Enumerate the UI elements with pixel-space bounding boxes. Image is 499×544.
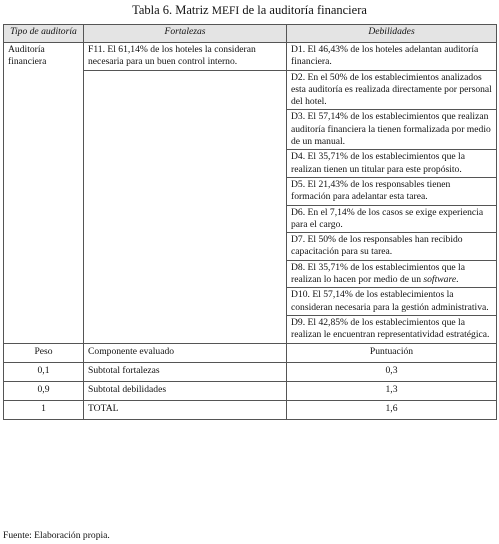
weakness-cell: D3. El 57,14% de los establecimientos que realizan auditoría financiera la tienen formalizada por medio de un manual. bbox=[287, 110, 497, 150]
d8-italic: software bbox=[423, 274, 457, 286]
summary-weight: 0,1 bbox=[4, 362, 84, 381]
weakness-cell: D1. El 46,43% de los hoteles adelantan auditoría financiera. bbox=[287, 43, 497, 71]
weakness-cell: D2. En el 50% de los establecimientos analizados esta auditoría es realizada directamente por personal del hotel. bbox=[287, 70, 497, 110]
summary-weight-header: Peso bbox=[4, 343, 84, 362]
strength-empty-cell bbox=[84, 70, 287, 343]
summary-weight: 1 bbox=[4, 400, 84, 419]
summary-score-header: Puntuación bbox=[287, 343, 497, 362]
summary-score: 0,3 bbox=[287, 362, 497, 381]
table-caption bbox=[0, 3, 499, 18]
d8-end: . bbox=[456, 274, 459, 286]
summary-row bbox=[4, 362, 497, 381]
weakness-cell: D4. El 35,71% de los establecimientos que la realizan tienen un titular para este propósito. bbox=[287, 150, 497, 178]
header-strengths: Fortalezas bbox=[84, 25, 287, 43]
weakness-cell: D7. El 50% de los responsables han recibido capacitación para su tarea. bbox=[287, 233, 497, 261]
summary-component: Subtotal debilidades bbox=[84, 381, 287, 400]
header-audit-type: Tipo de auditoría bbox=[4, 25, 84, 43]
strength-cell: F11. El 61,14% de los hoteles la consideran necesaria para un buen control interno. bbox=[84, 43, 287, 71]
source-note: Fuente: Elaboración propia. bbox=[3, 530, 110, 541]
weakness-cell: D6. En el 7,14% de los casos se exige experiencia para el cargo. bbox=[287, 205, 497, 233]
weakness-cell-d8 bbox=[287, 260, 497, 288]
summary-component: Subtotal fortalezas bbox=[84, 362, 287, 381]
d8-text: D8. El 35,71% de los establecimientos que la realizan lo hacen por medio de un bbox=[291, 261, 465, 286]
summary-header-row bbox=[4, 343, 497, 362]
caption-abbr: MEFI bbox=[211, 5, 240, 17]
summary-row bbox=[4, 381, 497, 400]
header-weaknesses: Debilidades bbox=[287, 25, 497, 43]
header-row bbox=[4, 25, 497, 43]
summary-row bbox=[4, 400, 497, 419]
summary-score: 1,6 bbox=[287, 400, 497, 419]
summary-weight: 0,9 bbox=[4, 381, 84, 400]
summary-score: 1,3 bbox=[287, 381, 497, 400]
caption-prefix: Tabla 6. Matriz bbox=[132, 3, 212, 17]
weakness-cell: D10. El 57,14% de los establecimientos la consideran necesaria para la gestión administrativa. bbox=[287, 288, 497, 316]
summary-component: TOTAL bbox=[84, 400, 287, 419]
caption-suffix: de la auditoría financiera bbox=[239, 3, 367, 17]
summary-component-header: Componente evaluado bbox=[84, 343, 287, 362]
mefi-matrix-table bbox=[3, 24, 497, 420]
weakness-cell: D9. El 42,85% de los establecimientos que la realizan le encuentran representatividad estratégica. bbox=[287, 315, 497, 343]
matrix-row bbox=[4, 43, 497, 71]
audit-type-cell: Auditoría financiera bbox=[4, 43, 84, 344]
weakness-cell: D5. El 21,43% de los responsables tienen formación para adelantar esta tarea. bbox=[287, 177, 497, 205]
